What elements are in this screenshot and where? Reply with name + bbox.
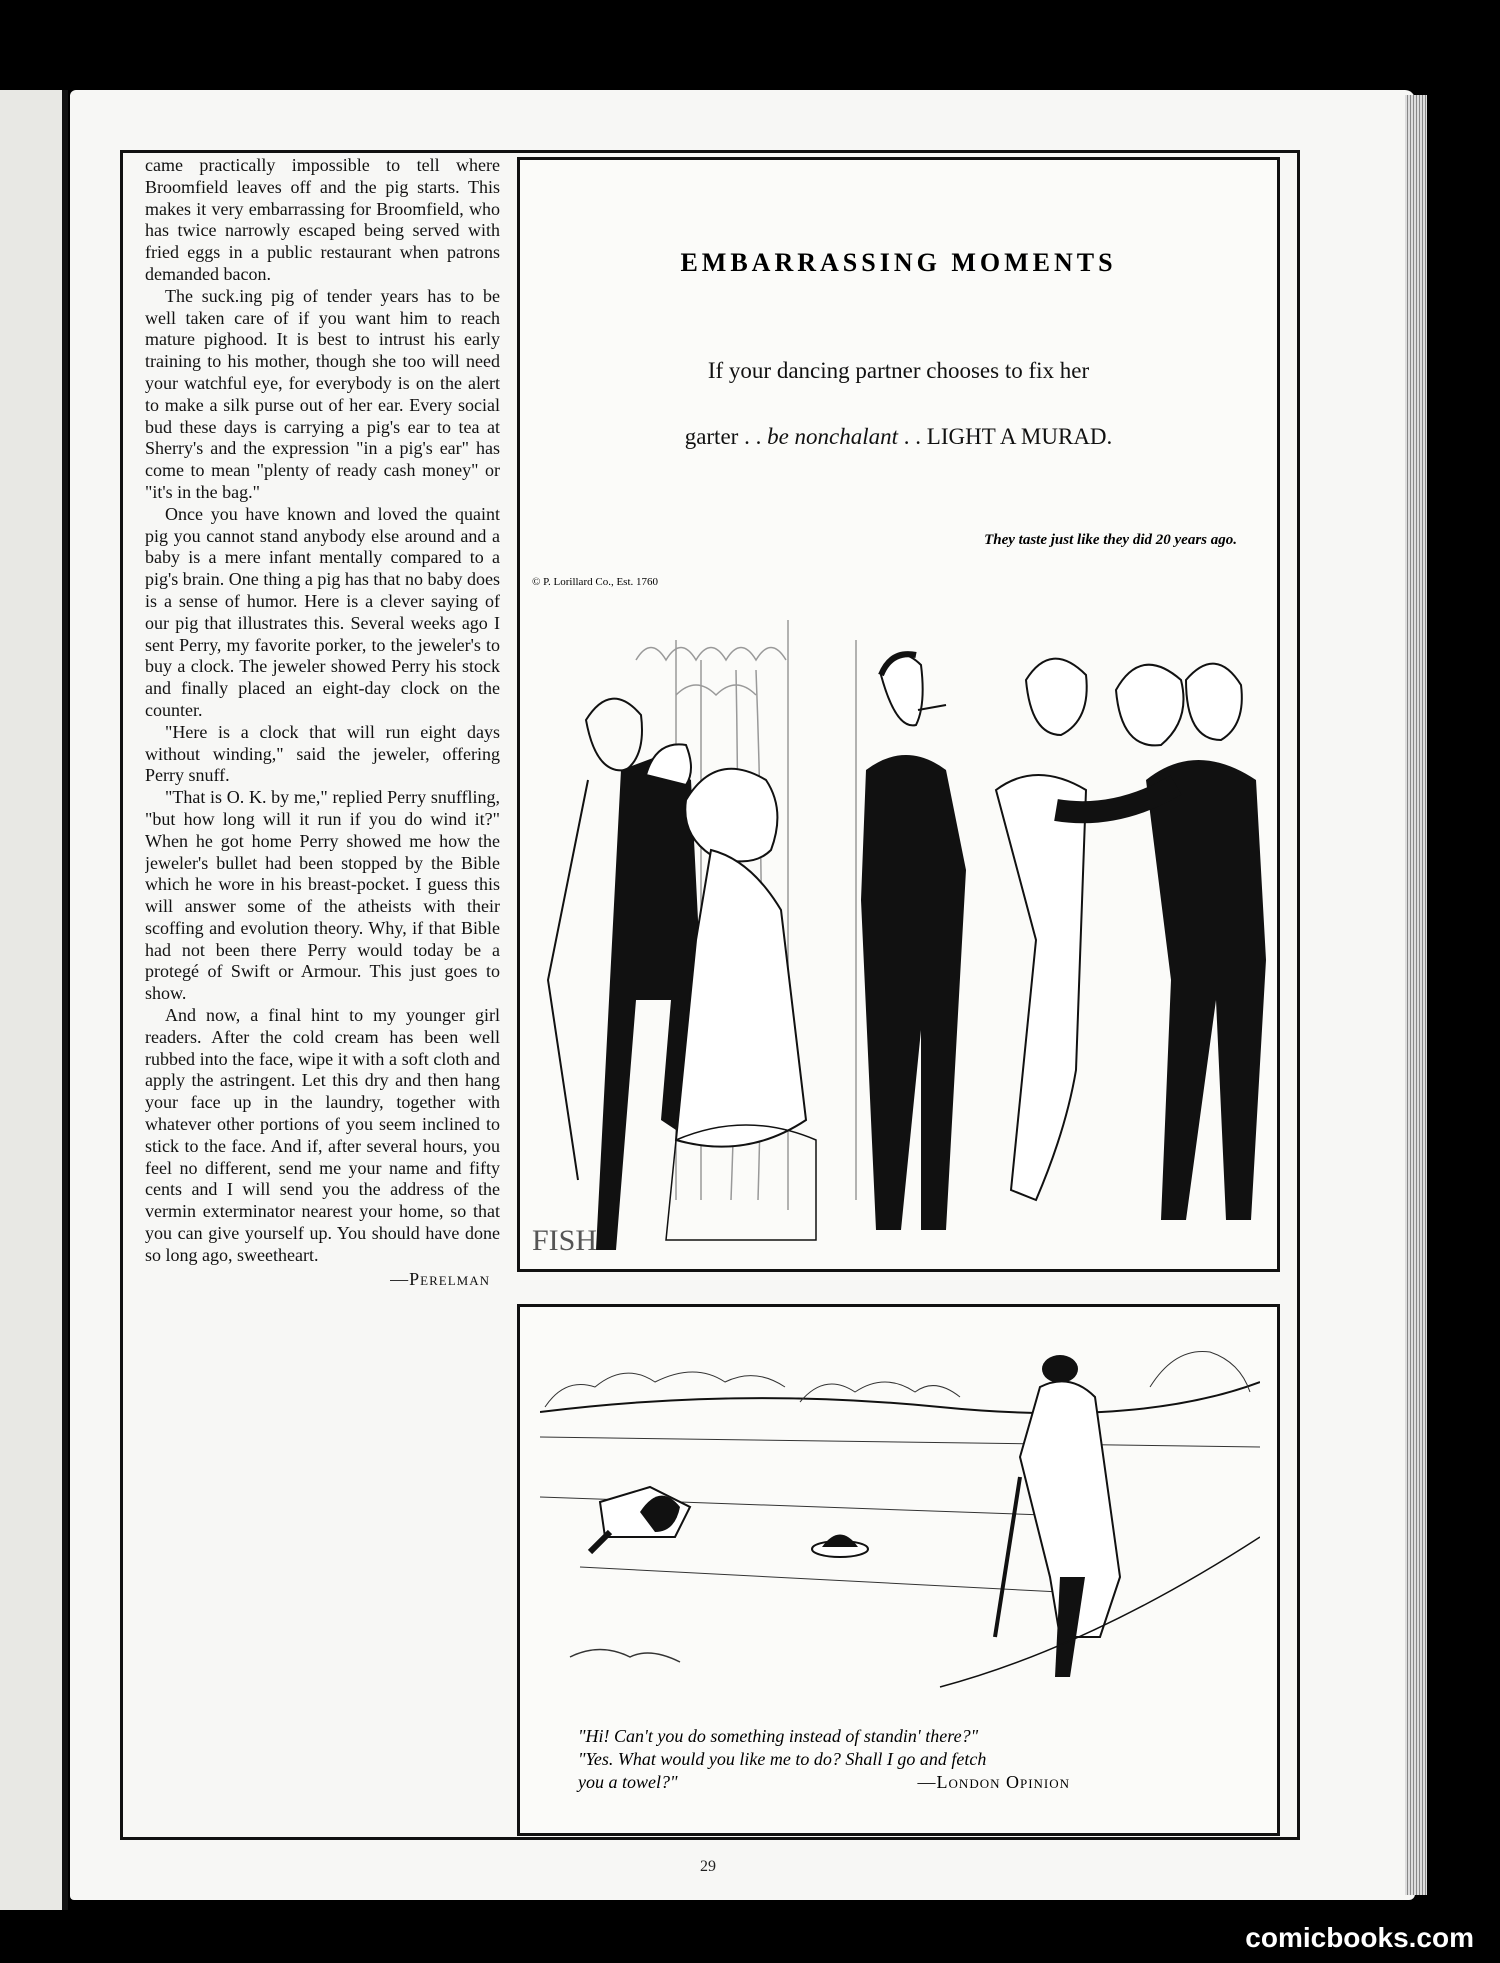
ad-copyright: © P. Lorillard Co., Est. 1760	[532, 576, 658, 588]
ad-copy-line-2: garter . . be nonchalant . . LIGHT A MURAD.	[684, 424, 1113, 449]
cartoon-credit: —London Opinion	[917, 1772, 1071, 1792]
ice-rescue-cartoon	[540, 1327, 1260, 1697]
ad-copy-line-1: If your dancing partner chooses to fix her	[707, 358, 1090, 383]
page-stack-edges	[1405, 95, 1427, 1895]
page-number: 29	[700, 1858, 716, 1875]
watermark: comicbooks.com	[1245, 1922, 1474, 1953]
article-paragraph: "That is O. K. by me," replied Perry snuffling, "but how long will it run if you do wind it?" When he got home Perry showed me how the jeweler's bullet had been stopped by the Bible which he wore in his breast-pocket. I guess this will answer some of the atheists with their scoffing and evolution theory. Why, if that Bible had not been there Perry would today be a protegé of Swift or Armour. This just goes to show.	[145, 787, 500, 1004]
caption-line-3: you a towel?" —London Opinion	[578, 1772, 1071, 1792]
article-paragraph: "Here is a clock that will run eight days without winding," said the jeweler, offering Perry snuff.	[145, 721, 500, 786]
caption-line-2: "Yes. What would you like me to do? Shall I go and fetch	[578, 1749, 987, 1769]
artist-signature: FISH	[532, 1224, 598, 1257]
cartoon-panel	[517, 1304, 1280, 1836]
article-paragraph: Once you have known and loved the quaint pig you cannot stand anybody else around and a baby is a mere infant mentally compared to a pig's brain. One thing a pig has that no baby does is a sense of humor. Here is a clever saying of our pig that illustrates this. Several weeks ago I sent Perry, my favorite porker, to the jeweler's to buy a clock. The jeweler showed Perry his stock and finally placed an eight-day clock on the counter.	[145, 503, 500, 720]
article-signature: —Perelman	[390, 1268, 490, 1289]
dancing-couples-illustration	[526, 600, 1274, 1265]
ad-tagline: They taste just like they did 20 years ago.	[984, 532, 1237, 548]
left-page-edge	[0, 90, 68, 1910]
article-paragraph: The suck.ing pig of tender years has to be well taken care of if you want him to reach mature pighood. It is best to intrust his early training to his mother, though she too will need your watchful eye, for everybody is on the alert to make a silk purse out of her ear. Every social bud these days is carrying a pig's ear to tea at Sherry's and the expression "in a pig's ear" has come to mean "plenty of ready cash money" or "it's in the bag."	[145, 285, 500, 502]
murad-advertisement	[517, 157, 1280, 1272]
caption-line-1: "Hi! Can't you do something instead of standin' there?"	[578, 1726, 979, 1746]
article-paragraph: came practically impossible to tell where Broomfield leaves off and the pig starts. This makes it very embarrassing for Broomfield, who has twice narrowly escaped being served with fried eggs in a public restaurant when patrons demanded bacon.	[145, 155, 500, 284]
cartoon-caption	[578, 1725, 1228, 1794]
article-column	[145, 155, 500, 1835]
article-paragraph: And now, a final hint to my younger girl readers. After the cold cream has been well rubbed into the face, wipe it with a soft cloth and apply the astringent. Let this dry and then hang your face up in the laundry, together with whatever other portions of you seem inclined to stick to the face. And if, after several hours, you feel no different, send me your name and fifty cents and I will send you the address of the vermin exterminator nearest your home, so that you can give yourself up. You should have done so long ago, sweetheart.	[145, 1005, 500, 1265]
ad-title: EMBARRASSING MOMENTS	[680, 248, 1117, 277]
